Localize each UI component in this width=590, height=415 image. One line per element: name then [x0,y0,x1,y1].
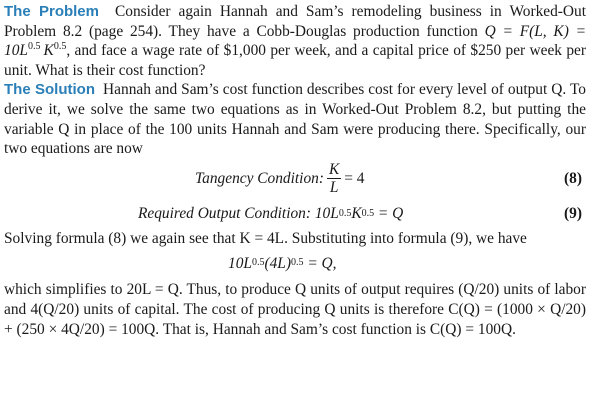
tangency-equation [195,159,364,199]
sub-rhs: = Q, [303,254,337,272]
fraction-denominator: L [329,179,339,197]
tangency-fraction [327,161,341,196]
tangency-label: Tangency Condition: [195,169,324,187]
middle-text: Solving formula (8) we again see that K = 4L. Substituting into formula (9), we have [4,229,527,247]
conclusion-text: which simplifies to 20L = Q. Thus, to produce Q units of output requires (Q/20) units of labor and 4(Q/20) units of capital. The cost of producing Q units is therefore C(Q) = (1000 × Q/20) + (250 × 4Q/20) = 100Q. That is, Hannah and Sam’s cost function is C(Q) = 100Q. [4,281,586,338]
output-equation: Required Output Condition: 10L 0.5 K 0.5 = Q [138,204,404,222]
equation-number-9: (9) [564,204,582,222]
capital-variable: K [43,42,54,60]
tangency-equation-row [4,159,586,199]
problem-text-1: Consider again Hannah and Sam’s remodeling business in Worked-Out Problem 8.2 (page 254). They have a Cobb-Douglas production function [4,3,586,40]
output-rhs: = Q [374,204,404,222]
solution-heading: The Solution [4,81,95,99]
solution-paragraph [4,80,586,158]
solution-text: Hannah and Sam’s cost function describes cost for every level of output Q. To derive it, we solve the same two equations as in Worked-Out Problem 8.2, but putting the variable Q in place of the 100 units Hannah and Sam were producing there. Specifically, our two equations are now [4,81,587,158]
capital-exponent: 0.5 [53,41,67,53]
output-lhs: 10L [314,204,339,222]
middle-paragraph [4,229,586,249]
problem-text-2: , and face a wage rate of $1,000 per week, and a capital price of $250 per week per unit. What is their cost function? [4,42,586,79]
production-function: Q = F(L, K) = 10L [4,22,586,60]
output-equation-row [4,199,586,229]
fraction-numerator: K [328,161,340,179]
sub-mid: (4L) [264,254,291,272]
substitution-equation-row [4,248,586,278]
output-capital: K [351,204,362,222]
sub-lhs: 10L [228,254,252,272]
labor-exponent: 0.5 [27,41,41,53]
output-label: Required Output Condition: [138,204,311,222]
conclusion-paragraph [4,280,586,339]
equation-number-8: (8) [564,169,582,187]
problem-heading: The Problem [4,3,99,20]
tangency-rhs: = 4 [344,169,365,187]
substitution-equation: 10L 0.5 (4L) 0.5 = Q, [228,254,337,272]
problem-paragraph [4,2,586,80]
